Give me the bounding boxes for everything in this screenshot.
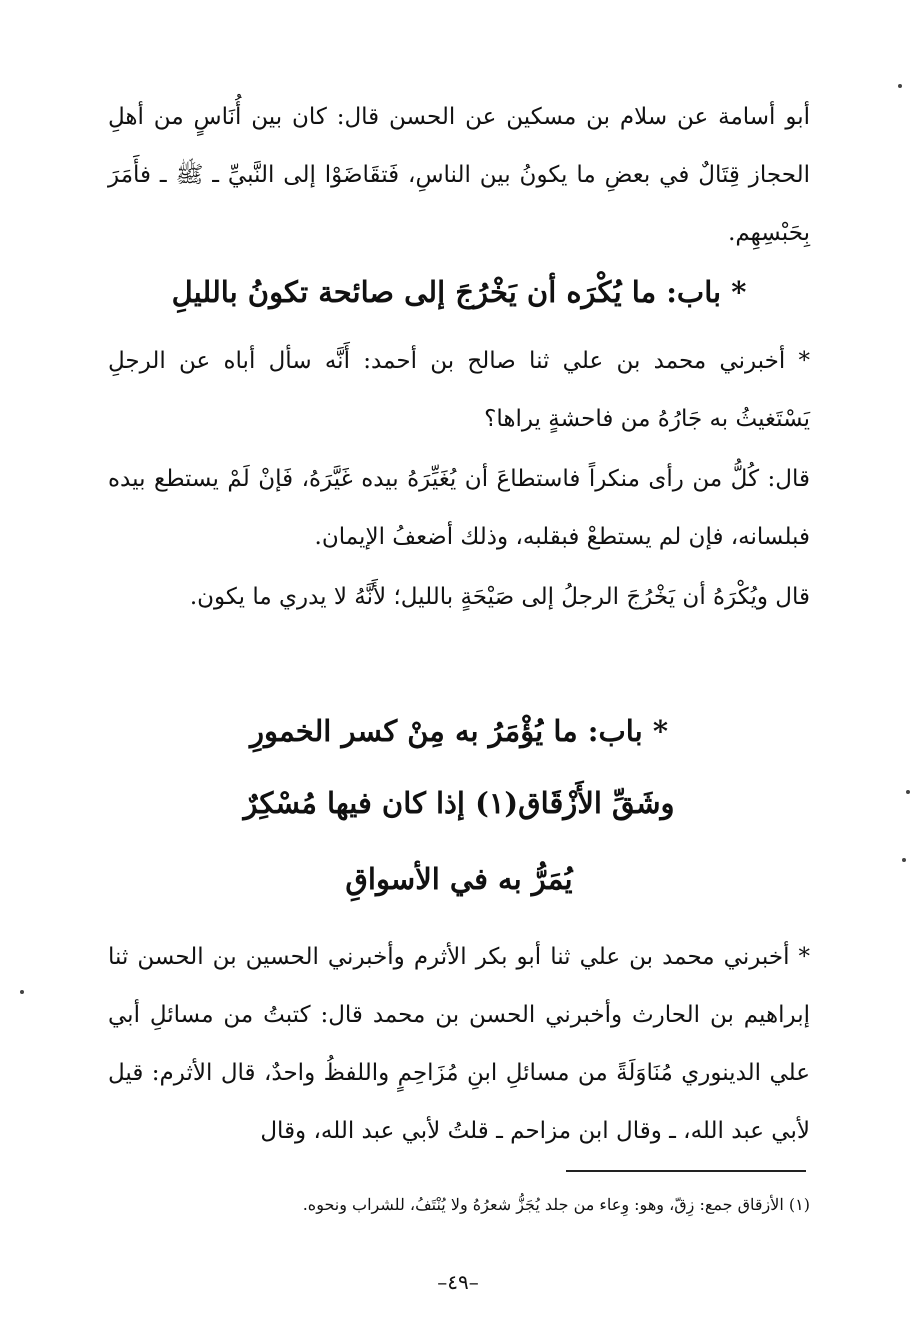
paragraph-night-cry-ruling: [108, 568, 810, 626]
chapter-heading-line-1: * باب: ما يُؤْمَرُ به مِنْ كسر الخمورِ: [250, 714, 668, 748]
paragraph-text: قال ويُكْرَهُ أن يَخْرُجَ الرجلُ إلى صَيْحَةٍ بالليل؛ لأَنَّهُ لا يدري ما يكون.: [189, 584, 810, 610]
footnote: (١) الأزقاق جمع: زِقّ، وهو: وِعاء من جلد يُجَزُّ شعرُهُ ولا يُنْتَفُ، للشراب ونحوه.: [302, 1195, 810, 1214]
paragraph-text: * أخبرني محمد بن علي ثنا صالح بن أحمد: أَنَّه سأل أباه عن الرجلِ يَسْتَغيثُ به جَارُهُ من فاحشةٍ يراها؟: [108, 348, 810, 432]
chapter-heading-night-cry: * باب: ما يُكْرَه أن يَخْرُجَ إلى صائحة تكونُ بالليلِ: [171, 275, 747, 309]
chapter-heading-line-3: يُمَرُّ به في الأسواقِ: [345, 862, 573, 896]
scan-speck: [902, 858, 906, 862]
paragraph-text: * أخبرني محمد بن علي ثنا أبو بكر الأثرم وأخبرني الحسين بن الحسن ثنا إبراهيم بن الحارث وأخبرني الحسن بن محمد قال: كتبتُ من مسائلِ أبي علي الدينوري مُنَاوَلَةً من مسائلِ ابنِ مُزَاحِمٍ واللفظُ واحدٌ، قال الأثرم: قيل لأبي عبد الله، ـ وقال ابن مزاحم ـ قلتُ لأبي عبد الله، وقال: [108, 944, 810, 1144]
paragraph-salih-question: [108, 332, 810, 448]
chapter-heading-line-2: وشَقِّ الأَزْقَاق(١) إذا كان فيها مُسْكِرٌ: [243, 786, 675, 820]
paragraph-athram-narration: [108, 928, 810, 1160]
scan-speck: [906, 790, 910, 794]
footnote-divider: [566, 1170, 806, 1172]
paragraph-text: أبو أسامة عن سلام بن مسكين عن الحسن قال: كان بين أُنَاسٍ من أهلِ الحجاز قِتَالٌ في بعضِ ما يكونُ بين الناسِ، فَتقَاضَوْا إلى النَّبيِّ ـ ﷺ ـ فأَمَرَ بِحَبْسِهِم.: [108, 104, 810, 246]
scan-speck: [898, 84, 902, 88]
page-number: –٤٩–: [437, 1270, 479, 1294]
paragraph-text: قال: كُلُّ من رأى منكراً فاستطاعَ أن يُغَيِّرَهُ بيده غَيَّرَهُ، فَإنْ لَمْ يستطع بيده فبلسانه، فإن لم يستطعْ فبقلبه، وذلك أضعفُ الإيمان.: [108, 466, 810, 550]
scan-speck: [20, 990, 24, 994]
paragraph-changing-evil: [108, 450, 810, 566]
paragraph-hasan-narration: [108, 88, 810, 262]
